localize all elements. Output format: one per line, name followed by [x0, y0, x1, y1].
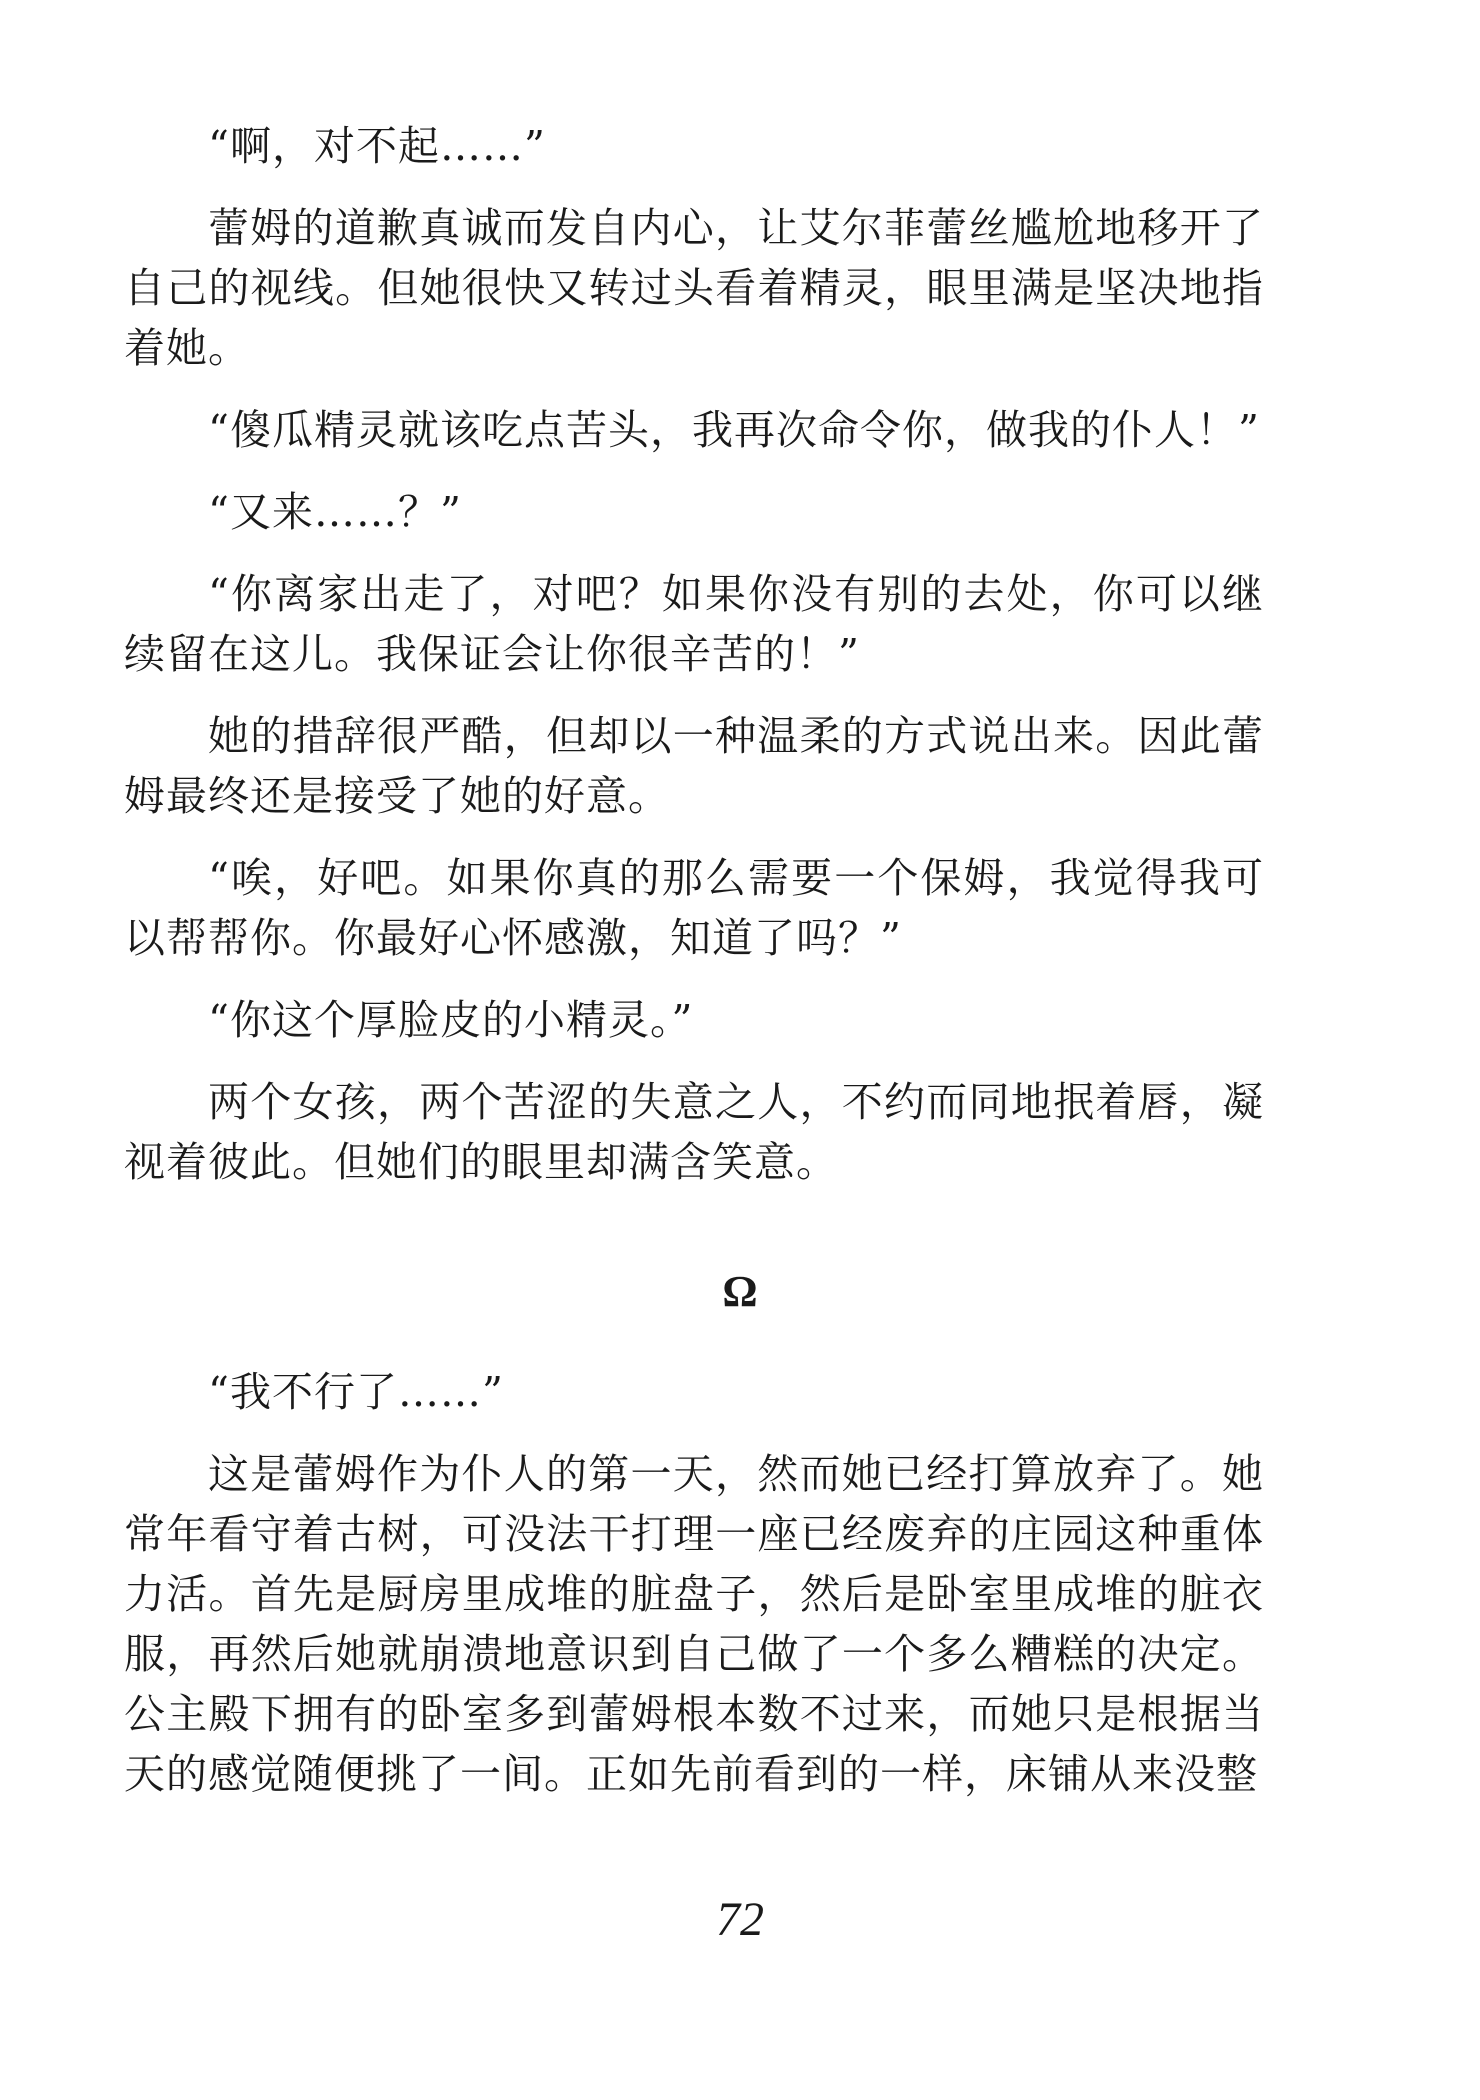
paragraph: “我不行了……”: [208, 1368, 504, 1416]
text-block-top: [124, 116, 1264, 1214]
section-separator: Ω: [722, 1267, 758, 1316]
paragraph: “你离家出走了，对吧？如果你没有别的去处，你可以继续留在这儿。我保证会让你很辛苦的！”: [124, 570, 1264, 678]
paragraph: 两个女孩，两个苦涩的失意之人，不约而同地抿着唇，凝视着彼此。但她们的眼里却满含笑意。: [124, 1078, 1264, 1186]
paragraph: “唉，好吧。如果你真的那么需要一个保姆，我觉得我可以帮帮你。你最好心怀感激，知道了吗？”: [124, 854, 1264, 962]
paragraph: “傻瓜精灵就该吃点苦头，我再次命令你，做我的仆人！”: [208, 406, 1260, 454]
paragraph: 蕾姆的道歉真诚而发自内心，让艾尔菲蕾丝尴尬地移开了自己的视线。但她很快又转过头看着精灵，眼里满是坚决地指着她。: [124, 204, 1264, 372]
text-block-bottom: [124, 1362, 1264, 1826]
paragraph: “你这个厚脸皮的小精灵。”: [208, 996, 694, 1044]
paragraph: 她的措辞很严酷，但却以一种温柔的方式说出来。因此蕾姆最终还是接受了她的好意。: [124, 712, 1264, 820]
paragraph: 这是蕾姆作为仆人的第一天，然而她已经打算放弃了。她常年看守着古树，可没法干打理一座已经废弃的庄园这种重体力活。首先是厨房里成堆的脏盘子，然后是卧室里成堆的脏衣服，再然后她就崩溃地意识到自己做了一个多么糟糕的决定。公主殿下拥有的卧室多到蕾姆根本数不过来，而她只是根据当天的感觉随便挑了一间。正如先前看到的一样，床铺从来没整: [124, 1450, 1264, 1798]
page-number: 72: [716, 1893, 764, 1946]
paragraph: “啊，对不起……”: [208, 122, 546, 170]
paragraph: “又来……？”: [208, 488, 462, 536]
